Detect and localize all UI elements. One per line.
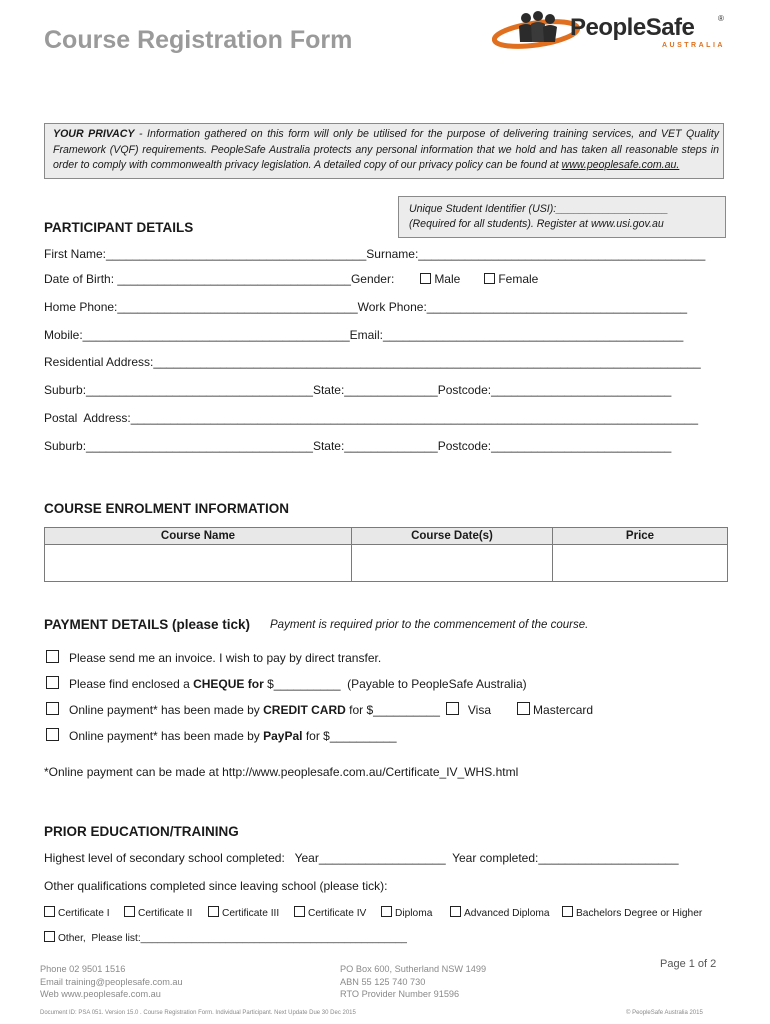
cert-1-label: Certificate I [58,908,110,919]
price-cell[interactable] [553,545,728,582]
course-table [44,527,728,582]
course-date-cell[interactable] [352,545,553,582]
footer-rto: RTO Provider Number 91596 [340,989,460,999]
other-checkbox[interactable] [44,931,55,942]
table-row [45,545,728,582]
cheque-label: Please find enclosed a [69,677,194,691]
invoice-label: Please send me an invoice. I wish to pay by direct transfer. [69,651,382,665]
female-checkbox[interactable] [484,273,495,284]
cert-3-label: Certificate III [222,908,280,919]
mobile-field[interactable]: Mobile:________________________________________Email:_____________________________________________ [44,328,684,342]
cheque-amount: $__________ (Payable to PeopleSafe Australia) [263,677,527,691]
male-label: Male [434,272,461,286]
cheque-option[interactable] [46,676,527,691]
usi-box[interactable] [398,196,726,238]
footer-abn: ABN 55 125 740 730 [340,976,426,987]
usi-note: (Required for all students). Register at www.usi.gov.au [409,218,664,230]
credit-card-checkbox[interactable] [46,702,59,715]
privacy-lead: YOUR PRIVACY [53,128,135,140]
logo-registered: ® [718,14,724,23]
dob-label: Date of Birth: ___________________________________Gender: [44,272,395,286]
participant-heading: PARTICIPANT DETAILS [44,220,194,235]
visa-checkbox[interactable] [446,702,459,715]
qualification-adv-diploma[interactable] [450,906,550,919]
other-list-label: Other, Please list:_______________________________________________ [58,933,407,944]
first-name-field[interactable]: First Name:_______________________________________Surname:___________________________________________ [44,247,706,261]
col-course-name: Course Name [45,528,352,545]
privacy-text: - Information gathered on this form will only be utilised for the purpose of delivering training services, and VET Quality Framework (VQF) requirements. PeopleSafe Australia protects any personal information that we hold and has taken all reasonable steps in order to comply with commonwealth privacy legislation. A detailed copy of our privacy policy can be found at [53,128,720,171]
footer-web[interactable]: Web www.peoplesafe.com.au [40,989,161,999]
visa-label: Visa [467,703,492,717]
paypal-checkbox[interactable] [46,728,59,741]
male-checkbox[interactable] [420,273,431,284]
privacy-notice [44,123,724,179]
other-qualifications-label: Other qualifications completed since leaving school (please tick): [44,879,388,893]
cheque-strong: CHEQUE for [193,677,264,691]
invoice-checkbox[interactable] [46,650,59,663]
footer-email[interactable]: Email training@peoplesafe.com.au [40,976,183,987]
female-label: Female [498,272,539,286]
paypal-label: Online payment* has been made by [69,729,264,743]
credit-card-option[interactable] [46,702,593,717]
other-qualification-field[interactable] [44,931,407,944]
credit-card-amount: for $__________ [345,703,440,717]
privacy-link[interactable]: www.peoplesafe.com.au. [561,159,680,171]
col-course-dates: Course Date(s) [352,528,553,545]
page-number: Page 1 of 2 [660,958,717,970]
bachelors-checkbox[interactable] [562,906,573,917]
footer-address [340,963,486,1001]
adv-diploma-checkbox[interactable] [450,906,461,917]
cert-2-label: Certificate II [138,908,193,919]
online-payment-note: *Online payment can be made at http://www.peoplesafe.com.au/Certificate_IV_WHS.html [44,765,519,779]
secondary-school-field[interactable]: Highest level of secondary school completed: Year___________________ Year completed:_____________________ [44,851,679,865]
qualification-diploma[interactable] [381,906,432,919]
postal-suburb-field[interactable]: Suburb:__________________________________State:______________Postcode:___________________________ [44,439,672,453]
document-id: Document ID: PSA 051. Version 15.0 . Course Registration Form. Individual Participant. Next Update Due 30 Dec 2015 [40,1010,356,1016]
invoice-option[interactable] [46,650,381,665]
paypal-strong: PayPal [263,729,303,743]
education-heading: PRIOR EDUCATION/TRAINING [44,824,239,839]
mastercard-checkbox[interactable] [517,702,530,715]
course-heading: COURSE ENROLMENT INFORMATION [44,501,289,516]
postal-address-field[interactable]: Postal Address:_____________________________________________________________________________________ [44,411,698,425]
bachelors-label: Bachelors Degree or Higher [576,908,703,919]
cert-1-checkbox[interactable] [44,906,55,917]
mastercard-label: Mastercard [533,703,594,717]
dob-field[interactable] [44,272,538,286]
cert-3-checkbox[interactable] [208,906,219,917]
credit-card-strong: CREDIT CARD [263,703,346,717]
course-name-cell[interactable] [45,545,352,582]
logo-wordmark: PeopleSafe [570,14,695,41]
credit-card-label: Online payment* has been made by [69,703,264,717]
copyright: © PeopleSafe Australia 2015 [626,1010,703,1016]
page-title: Course Registration Form [44,26,353,54]
adv-diploma-label: Advanced Diploma [464,908,550,919]
suburb-field[interactable]: Suburb:__________________________________State:______________Postcode:___________________________ [44,383,672,397]
usi-line: Unique Student Identifier (USI):___________________ [409,203,669,215]
paypal-option[interactable] [46,728,397,743]
footer-po: PO Box 600, Sutherland NSW 1499 [340,964,487,974]
footer-phone: Phone 02 9501 1516 [40,964,126,974]
qualification-cert-4[interactable] [294,906,366,919]
paypal-amount: for $__________ [302,729,397,743]
payment-heading: PAYMENT DETAILS (please tick) [44,617,251,632]
qualification-cert-3[interactable] [208,906,279,919]
cert-4-label: Certificate IV [308,908,367,919]
qualification-cert-2[interactable] [124,906,192,919]
col-price: Price [553,528,728,545]
qualification-cert-1[interactable] [44,906,110,919]
logo-subtitle: AUSTRALIA [662,42,725,49]
course-table-header [45,528,728,545]
residential-address-field[interactable]: Residential Address:__________________________________________________________________________________ [44,355,701,369]
cheque-checkbox[interactable] [46,676,59,689]
cert-4-checkbox[interactable] [294,906,305,917]
payment-note: Payment is required prior to the commencement of the course. [270,619,589,631]
home-phone-field[interactable]: Home Phone:____________________________________Work Phone:_______________________________________ [44,300,688,314]
cert-2-checkbox[interactable] [124,906,135,917]
diploma-checkbox[interactable] [381,906,392,917]
footer-contact [40,963,183,1001]
diploma-label: Diploma [395,908,433,919]
qualification-bachelors[interactable] [562,906,702,919]
